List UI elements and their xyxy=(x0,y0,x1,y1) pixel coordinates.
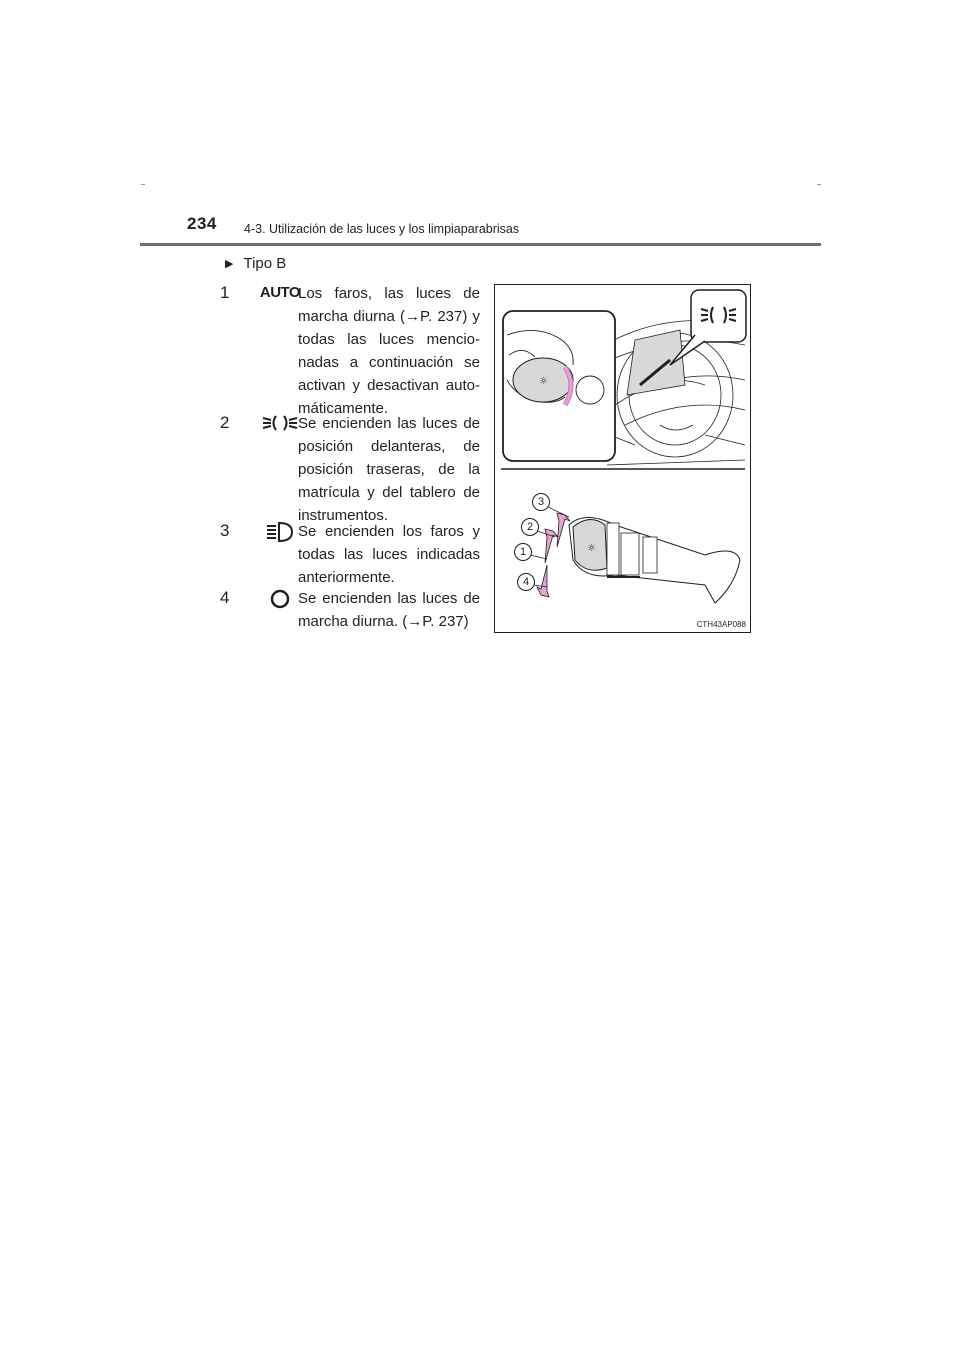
headlight-switch-figure xyxy=(494,284,751,633)
svg-text:☼: ☼ xyxy=(587,543,596,554)
header-rule xyxy=(140,243,821,246)
item-description: Se encienden los faros y todas las luces indicadas anteriormente. xyxy=(298,523,480,586)
crop-mark-left xyxy=(141,184,145,185)
item-number: 2 xyxy=(220,413,230,432)
item-3 xyxy=(220,520,480,584)
type-label xyxy=(225,255,286,272)
figure-callout-2: 2 xyxy=(521,518,539,536)
item-number: 4 xyxy=(220,588,230,607)
triangle-bullet-icon: ▶ xyxy=(225,258,234,270)
section-title: 4-3. Utilización de las luces y los limpiaparabrisas xyxy=(244,222,520,236)
item-description: Se encienden las luces de posición delanteras, de posición traseras, de la matrícula y del tablero de instrumentos. xyxy=(298,415,480,524)
figure-code: CTH43AP088 xyxy=(696,620,746,629)
item-number: 3 xyxy=(220,521,230,540)
type-label-text: Tipo B xyxy=(243,255,287,272)
auto-symbol-label: AUTO xyxy=(259,284,301,301)
crop-mark-right xyxy=(817,184,821,185)
item-4 xyxy=(220,587,480,635)
figure-callout-4: 4 xyxy=(517,573,535,591)
item-description: Se encienden las luces de marcha diurna. (→P. 237) xyxy=(298,590,480,630)
item-description: Los faros, las luces de marcha diurna (→P. 237) y todas las luces mencio-nadas a continuación se activan y desactivan auto-máticamente. xyxy=(298,285,480,417)
svg-text:☼: ☼ xyxy=(539,376,548,387)
page-number: 234 xyxy=(187,214,217,233)
item-2 xyxy=(220,412,480,522)
figure-callout-3: 3 xyxy=(532,493,550,511)
callout-bubble xyxy=(670,290,746,365)
item-number: 1 xyxy=(220,283,230,302)
item-1 xyxy=(220,282,480,417)
figure-callout-1: 1 xyxy=(514,543,532,561)
